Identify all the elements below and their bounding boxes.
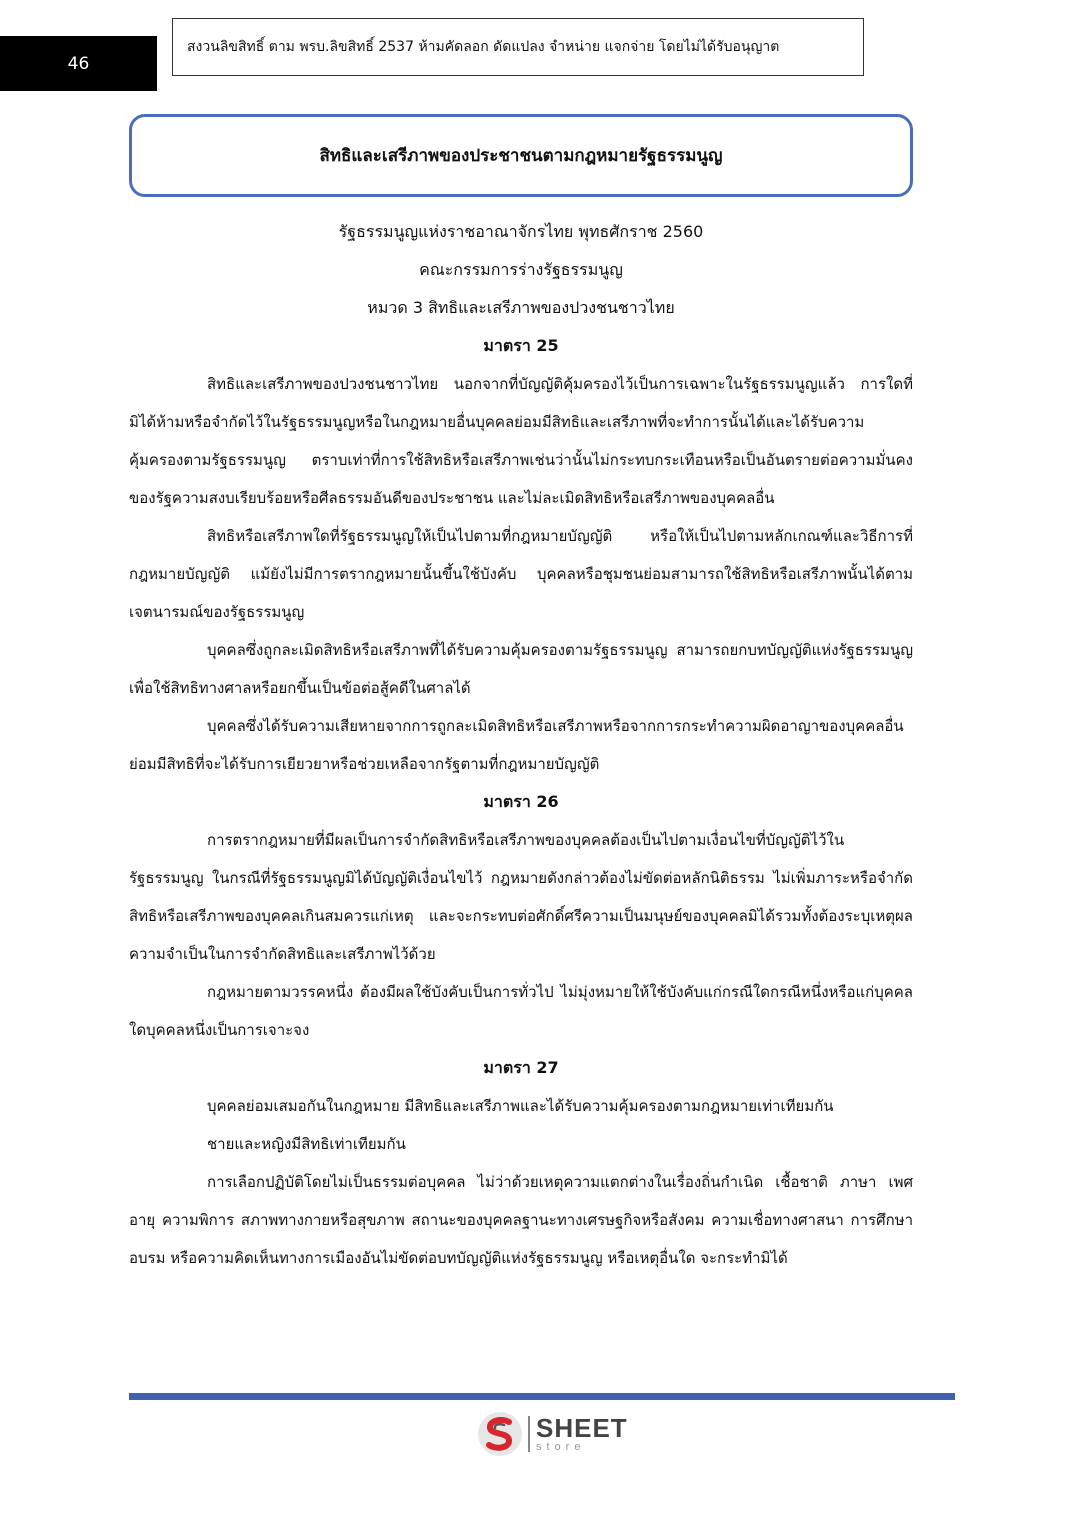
section-heading: มาตรา 26 [483, 792, 559, 811]
logo-separator [528, 1416, 530, 1452]
section-27 [129, 1049, 913, 1277]
paragraph: การตรากฎหมายที่มีผลเป็นการจำกัดสิทธิหรือเสรีภาพของบุคคลต้องเป็นไปตามเงื่อนไขที่บัญญัติไว้ในรัฐธรรมนูญ ในกรณีที่รัฐธรรมนูญมิได้บัญญัติเงื่อนไขไว้ กฎหมายดังกล่าวต้องไม่ขัดต่อหลักนิติธรรม ไม่เพิ่มภาระหรือจำกัดสิทธิหรือเสรีภาพของบุคคลเกินสมควรแก่เหตุ และจะกระทบต่อศักดิ์ศรีความเป็นมนุษย์ของบุคคลมิได้รวมทั้งต้องระบุเหตุผลความจำเป็นในการจำกัดสิทธิและเสรีภาพไว้ด้วย [129, 831, 913, 963]
copyright-notice: สงวนลิขสิทธิ์ ตาม พรบ.ลิขสิทธิ์ 2537 ห้ามคัดลอก ดัดแปลง จำหน่าย แจกจ่าย โดยไม่ได้รับอนุญาต [187, 39, 780, 55]
subtitle-committee: คณะกรรมการร่างรัฐธรรมนูญ [419, 260, 623, 279]
section-26 [129, 783, 913, 1049]
page-number: 46 [67, 53, 90, 74]
section-25 [129, 327, 913, 783]
paragraph: สิทธิและเสรีภาพของปวงชนชาวไทย นอกจากที่บัญญัติคุ้มครองไว้เป็นการเฉพาะในรัฐธรรมนูญแล้ว การใดที่มิได้ห้ามหรือจำกัดไว้ในรัฐธรรมนูญหรือในกฎหมายอื่นบุคคลย่อมมีสิทธิและเสรีภาพที่จะทำการนั้นได้และได้รับความคุ้มครองตามรัฐธรรมนูญ ตราบเท่าที่การใช้สิทธิหรือเสรีภาพเช่นว่านั้นไม่กระทบกระเทือนหรือเป็นอันตรายต่อความมั่นคงของรัฐความสงบเรียบร้อยหรือศีลธรรมอันดีของประชาชน และไม่ละเมิดสิทธิหรือเสรีภาพของบุคคลอื่น [129, 375, 913, 507]
paragraph: สิทธิหรือเสรีภาพใดที่รัฐธรรมนูญให้เป็นไปตามที่กฎหมายบัญญัติ หรือให้เป็นไปตามหลักเกณฑ์และวิธีการที่กฎหมายบัญญัติ แม้ยังไม่มีการตรากฎหมายนั้นขึ้นใช้บังคับ บุคคลหรือชุมชนย่อมสามารถใช้สิทธิหรือเสรีภาพนั้นได้ตามเจตนารมณ์ของรัฐธรรมนูญ [129, 527, 913, 621]
sheet-store-logo-icon [476, 1410, 524, 1458]
logo-main-text: SHEET [536, 1413, 628, 1443]
sheet-store-logo [476, 1408, 636, 1460]
subtitle-block [129, 213, 913, 327]
paragraph: การเลือกปฏิบัติโดยไม่เป็นธรรมต่อบุคคล ไม่ว่าด้วยเหตุความแตกต่างในเรื่องถิ่นกำเนิด เชื้อชาติ ภาษา เพศ อายุ ความพิการ สภาพทางกายหรือสุขภาพ สถานะของบุคคลฐานะทางเศรษฐกิจหรือสังคม ความเชื่อทางศาสนา การศึกษาอบรม หรือความคิดเห็นทางการเมืองอันไม่ขัดต่อบทบัญญัติแห่งรัฐธรรมนูญ หรือเหตุอื่นใด จะกระทำมิได้ [129, 1173, 913, 1267]
document-body [129, 327, 913, 1277]
paragraph: บุคคลซึ่งถูกละเมิดสิทธิหรือเสรีภาพที่ได้รับความคุ้มครองตามรัฐธรรมนูญ สามารถยกบทบัญญัติแห่งรัฐธรรมนูญเพื่อใช้สิทธิทางศาลหรือยกขึ้นเป็นข้อต่อสู้คดีในศาลได้ [129, 641, 913, 697]
section-heading: มาตรา 25 [483, 336, 559, 355]
paragraph: กฎหมายตามวรรคหนึ่ง ต้องมีผลใช้บังคับเป็นการทั่วไป ไม่มุ่งหมายให้ใช้บังคับแก่กรณีใดกรณีหนึ่งหรือแก่บุคคลใดบุคคลหนึ่งเป็นการเจาะจง [129, 983, 913, 1039]
logo-wordmark [536, 1415, 628, 1453]
subtitle-chapter: หมวด 3 สิทธิและเสรีภาพของปวงชนชาวไทย [367, 298, 675, 317]
copyright-notice-box [172, 18, 864, 76]
footer-rule [129, 1393, 955, 1400]
page-title: สิทธิและเสรีภาพของประชาชนตามกฎหมายรัฐธรรมนูญ [319, 146, 723, 166]
section-heading: มาตรา 27 [483, 1058, 559, 1077]
page-number-box [0, 36, 157, 91]
logo-sub-text: store [536, 1441, 586, 1453]
paragraph: บุคคลซึ่งได้รับความเสียหายจากการถูกละเมิดสิทธิหรือเสรีภาพหรือจากการกระทำความผิดอาญาของบุคคลอื่น ย่อมมีสิทธิที่จะได้รับการเยียวยาหรือช่วยเหลือจากรัฐตามที่กฎหมายบัญญัติ [129, 717, 904, 773]
title-box [129, 114, 913, 197]
paragraph: บุคคลย่อมเสมอกันในกฎหมาย มีสิทธิและเสรีภาพและได้รับความคุ้มครองตามกฎหมายเท่าเทียมกัน [207, 1097, 834, 1115]
subtitle-constitution: รัฐธรรมนูญแห่งราชอาณาจักรไทย พุทธศักราช 2560 [338, 222, 704, 241]
paragraph: ชายและหญิงมีสิทธิเท่าเทียมกัน [207, 1135, 406, 1153]
